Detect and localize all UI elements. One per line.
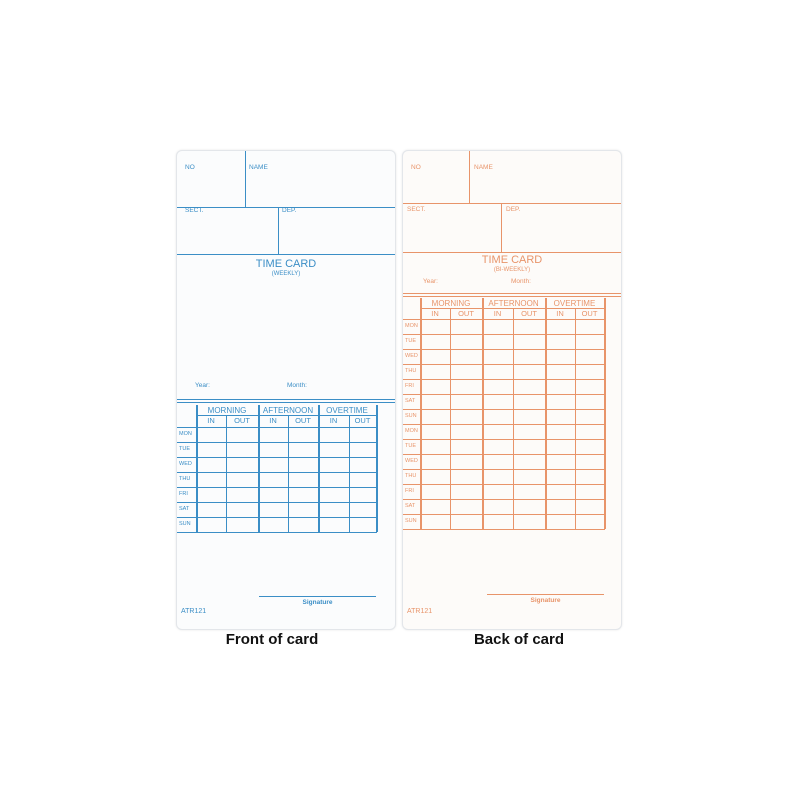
sect-label: SECT. <box>407 206 426 213</box>
day-label: SUN <box>405 518 417 524</box>
grid-line <box>403 454 605 455</box>
grid-line <box>403 469 605 470</box>
day-label: SAT <box>405 398 416 404</box>
name-label: NAME <box>474 164 493 171</box>
divider <box>469 151 470 203</box>
card-code: ATR121 <box>181 608 207 615</box>
column-label: IN <box>493 309 502 318</box>
grid-line <box>177 472 377 473</box>
dep-label: DEP. <box>506 206 521 213</box>
signature-line <box>259 596 376 597</box>
divider <box>245 151 246 207</box>
sect-label: SECT. <box>185 207 204 214</box>
column-label: IN <box>556 309 564 318</box>
grid-line <box>403 296 621 297</box>
day-label: SUN <box>405 413 417 419</box>
card-code: ATR121 <box>407 608 433 615</box>
grid-line <box>403 409 605 410</box>
day-label: MON <box>405 323 418 329</box>
divider <box>177 254 395 255</box>
column-label: IN <box>207 416 215 425</box>
dep-label: DEP. <box>282 207 297 214</box>
grid-line <box>403 514 605 515</box>
day-label: MON <box>405 428 418 434</box>
grid-line <box>420 308 604 309</box>
grid-line <box>403 424 605 425</box>
day-label: SUN <box>179 521 191 527</box>
grid-line <box>288 415 289 532</box>
grid-line <box>403 484 605 485</box>
day-label: MON <box>179 431 192 437</box>
day-label: WED <box>405 353 418 359</box>
column-label: IN <box>431 309 439 318</box>
day-label: THU <box>179 476 191 482</box>
grid-line <box>177 442 377 443</box>
no-label: NO <box>411 164 421 171</box>
column-group-label: AFTERNOON <box>488 299 539 308</box>
grid-line <box>177 487 377 488</box>
grid-line <box>545 298 547 529</box>
name-label: NAME <box>249 164 268 171</box>
column-label: IN <box>329 416 338 425</box>
grid-line <box>403 319 605 320</box>
day-label: TUE <box>179 446 190 452</box>
grid-line <box>575 308 576 529</box>
card-subtitle: (BI-WEEKLY) <box>493 267 531 273</box>
grid-line <box>403 293 621 294</box>
grid-line <box>420 298 422 529</box>
grid-line <box>403 499 605 500</box>
column-label: OUT <box>295 416 311 425</box>
grid-line <box>403 439 605 440</box>
day-label: SAT <box>405 503 416 509</box>
column-label: OUT <box>581 309 598 318</box>
column-group-label: OVERTIME <box>326 406 368 415</box>
grid-line <box>349 415 350 532</box>
column-label: OUT <box>458 309 474 318</box>
grid-line <box>177 517 377 518</box>
day-label: WED <box>405 458 418 464</box>
signature-label: Signature <box>302 599 333 606</box>
grid-line <box>450 308 451 529</box>
day-label: TUE <box>405 443 416 449</box>
grid-line <box>177 427 377 428</box>
time-card-front <box>176 150 396 630</box>
divider <box>403 252 621 253</box>
day-label: FRI <box>405 383 414 389</box>
card-title: TIME CARD <box>481 254 543 266</box>
grid-line <box>376 405 378 532</box>
column-group-label: MORNING <box>431 299 471 308</box>
column-group-label: AFTERNOON <box>262 406 314 415</box>
month-label: Month: <box>287 382 307 389</box>
grid-line <box>196 415 376 416</box>
back-caption: Back of card <box>473 631 565 648</box>
no-label: NO <box>185 164 195 171</box>
year-label: Year: <box>423 278 438 285</box>
card-title: TIME CARD <box>255 258 317 270</box>
grid-line <box>482 298 484 529</box>
grid-line <box>403 529 605 530</box>
day-label: FRI <box>179 491 188 497</box>
grid-line <box>177 502 377 503</box>
day-label: THU <box>405 368 417 374</box>
column-label: OUT <box>234 416 250 425</box>
time-card-back <box>402 150 622 630</box>
grid-line <box>513 308 514 529</box>
grid-line <box>177 399 395 400</box>
divider <box>501 203 502 252</box>
grid-line <box>177 457 377 458</box>
month-label: Month: <box>511 278 531 285</box>
signature-line <box>487 594 604 595</box>
front-caption: Front of card <box>225 631 319 648</box>
grid-line <box>403 394 605 395</box>
grid-line <box>403 349 605 350</box>
grid-line <box>403 334 605 335</box>
grid-line <box>226 415 227 532</box>
day-label: FRI <box>405 488 414 494</box>
card-subtitle: (WEEKLY) <box>271 271 301 277</box>
column-label: OUT <box>521 309 537 318</box>
column-label: IN <box>269 416 277 425</box>
signature-label: Signature <box>530 597 561 604</box>
grid-line <box>177 402 395 403</box>
divider <box>403 203 621 204</box>
column-label: OUT <box>354 416 371 425</box>
column-group-label: OVERTIME <box>553 299 596 308</box>
day-label: WED <box>179 461 192 467</box>
year-label: Year: <box>195 382 210 389</box>
grid-line <box>604 298 606 529</box>
grid-line <box>403 379 605 380</box>
column-group-label: MORNING <box>207 406 247 415</box>
day-label: SAT <box>179 506 190 512</box>
grid-line <box>403 364 605 365</box>
day-label: TUE <box>405 338 416 344</box>
day-label: THU <box>405 473 417 479</box>
grid-line <box>177 532 377 533</box>
divider <box>278 207 279 254</box>
